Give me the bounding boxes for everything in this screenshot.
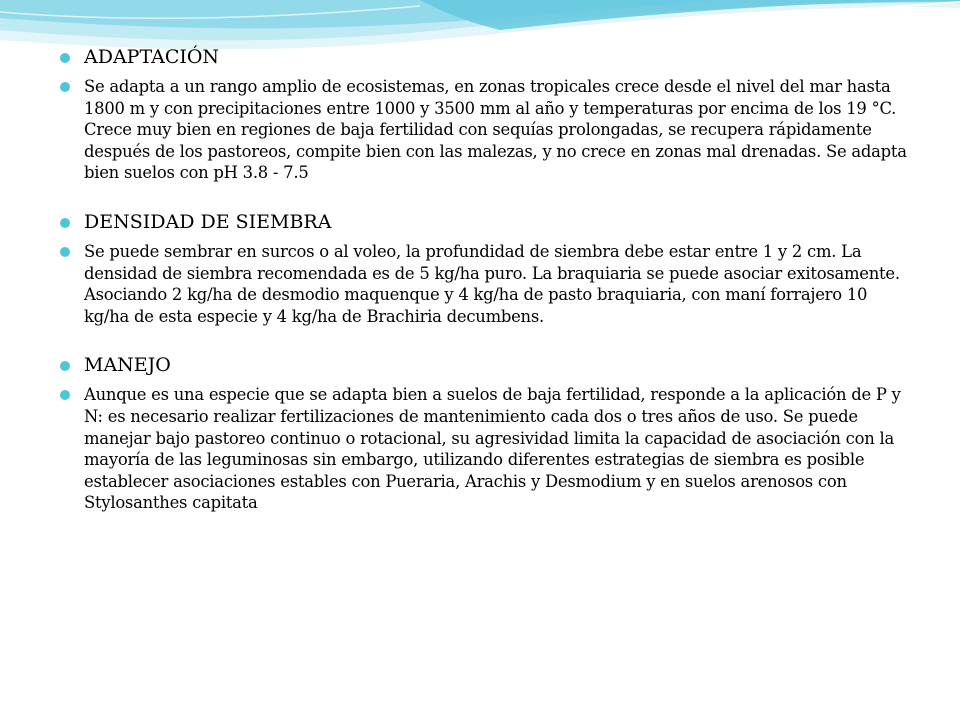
heading-text: DENSIDAD DE SIEMBRA: [84, 210, 332, 233]
paragraph-text: Se puede sembrar en surcos o al voleo, la profundidad de siembra debe estar entre 1 y 2 cm. La densidad de siembra recomendada es de 5 kg/ha puro. La braquiaria se puede asociar exitosamente. Asociando 2 kg/ha de desmodio maquenque y 4 kg/ha de pasto braquiaria, con maní forrajero 10 kg/ha de esta especie y 4 kg/ha de Brachiria decumbens.: [84, 241, 900, 326]
section-heading-adaptacion: [60, 46, 908, 68]
section-heading-densidad: [60, 211, 908, 233]
heading-text: ADAPTACIÓN: [84, 46, 220, 68]
bullet-dot-icon: [60, 361, 70, 371]
bullet-dot-icon: [60, 218, 70, 228]
bullet-dot-icon: [60, 390, 70, 400]
section-heading-manejo: [60, 354, 908, 376]
slide-body: [60, 46, 908, 514]
section-text-densidad: [60, 241, 908, 327]
section-text-adaptacion: [60, 76, 908, 184]
paragraph-text: Aunque es una especie que se adapta bien a suelos de baja fertilidad, responde a la aplicación de P y N: es necesario realizar fertilizaciones de mantenimiento cada dos o tres años de uso. Se puede manejar bajo pastoreo continuo o rotacional, su agresividad limita la capacidad de asociación con la mayoría de las leguminosas sin embargo, utilizando diferentes estrategias de siembra es posible establecer asociaciones estables con Pueraria, Arachis y Desmodium y en suelos arenosos con Stylosanthes capitata: [84, 385, 901, 513]
paragraph-text: Se adapta a un rango amplio de ecosistemas, en zonas tropicales crece desde el nivel del mar hasta 1800 m y con precipitaciones entre 1000 y 3500 mm al año y temperaturas por encima de los 19 °C. Crece muy bien en regiones de baja fertilidad con sequías prolongadas, se recupera rápidamente después de los pastoreos, compite bien con las malezas, y no crece en zonas mal drenadas. Se adapta bien suelos con pH 3.8 - 7.5: [84, 77, 907, 183]
bullet-dot-icon: [60, 247, 70, 257]
bullet-dot-icon: [60, 53, 70, 63]
heading-text: MANEJO: [84, 354, 171, 377]
bullet-dot-icon: [60, 82, 70, 92]
section-text-manejo: [60, 384, 908, 514]
